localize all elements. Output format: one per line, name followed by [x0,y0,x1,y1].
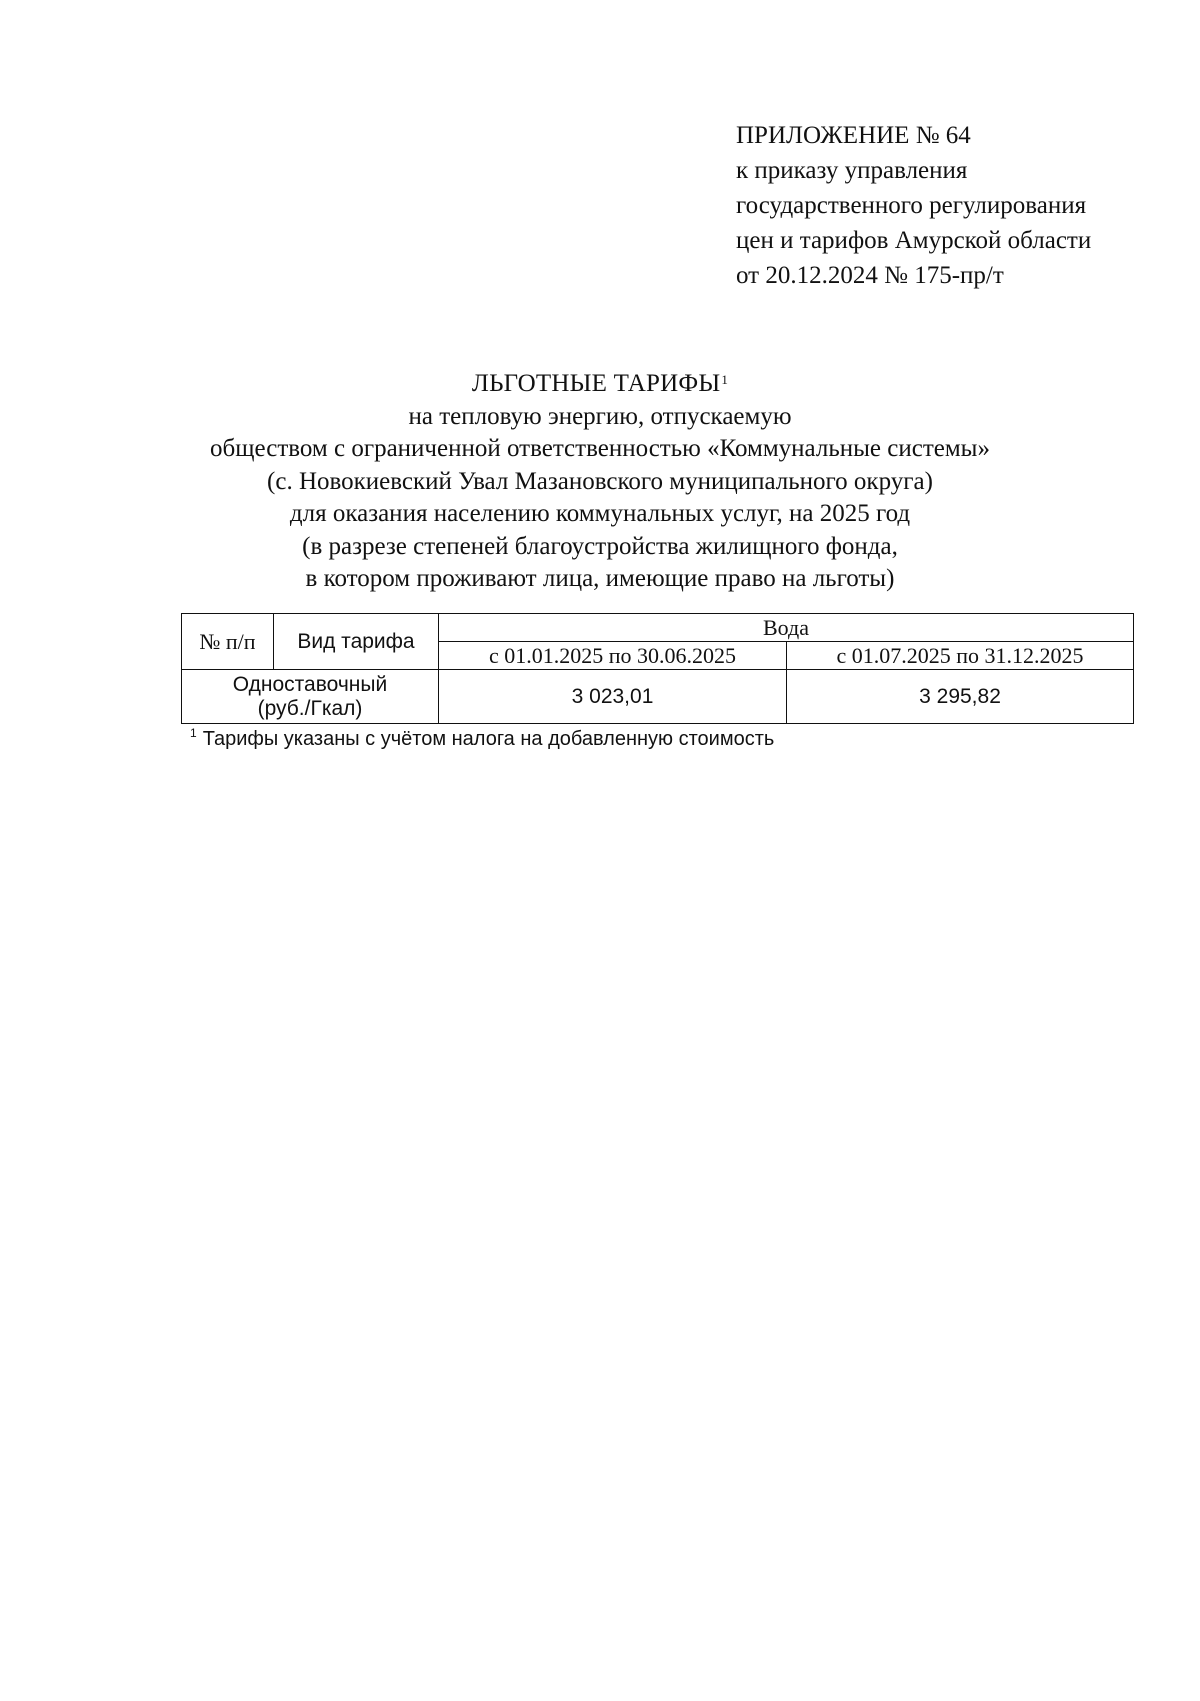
title-line: (в разрезе степеней благоустройства жилищного фонда, [302,532,898,560]
row-value-period-2: 3 295,82 [787,670,1134,724]
header-period-2: с 01.07.2025 по 31.12.2025 [787,642,1134,670]
title-line: (с. Новокиевский Увал Мазановского муниципального округа) [267,467,933,495]
appendix-header [736,118,1156,293]
title-line: в котором проживают лица, имеющие право на льготы) [305,565,895,592]
title-line: на тепловую энергию, отпускаемую [408,402,792,430]
row-value-period-1: 3 023,01 [439,670,787,724]
title-line: обществом с ограниченной ответственностью «Коммунальные системы» [210,435,990,462]
title-line: для оказания населению коммунальных услуг, на 2025 год [289,500,911,527]
document-title [150,368,1050,401]
table-header-row [182,614,1134,642]
table-row [182,670,1134,724]
header-group-water: Вода [439,614,1134,642]
tariff-table [181,613,1134,724]
footnote-mark: 1 [190,726,197,740]
footnote [190,727,774,751]
footnote-text: Тарифы указаны с учётом налога на добавленную стоимость [202,728,775,750]
appendix-line: государственного регулирования [736,192,1087,219]
row-label-line: Одноставочный [232,672,388,696]
document-title-block [150,368,1050,596]
appendix-line: цен и тарифов Амурской области [736,227,1092,254]
row-label [182,670,439,724]
header-num: № п/п [182,614,274,670]
appendix-order-date: от 20.12.2024 № 175-пр/т [736,262,1004,289]
header-tariff-kind: Вид тарифа [274,614,439,670]
row-label-unit: (руб./Гкал) [257,696,363,720]
appendix-line: к приказу управления [736,157,968,184]
appendix-title: ПРИЛОЖЕНИЕ № 64 [736,122,971,149]
document-title-text: ЛЬГОТНЫЕ ТАРИФЫ [471,370,721,397]
title-footnote-mark: 1 [721,372,729,387]
header-period-1: с 01.01.2025 по 30.06.2025 [439,642,787,670]
